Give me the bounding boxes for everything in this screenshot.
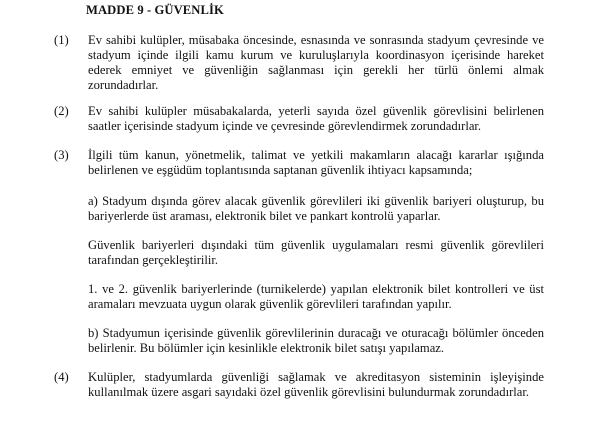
subparagraph-barriers xyxy=(88,238,544,268)
subparagraph-b xyxy=(88,326,544,356)
item-number: (3) xyxy=(54,148,69,162)
subparagraph-text: Güvenlik bariyerleri dışındaki tüm güvenlik uygulamaları resmi güvenlik görevlileri tarafından gerçekleştirilir. xyxy=(88,238,544,267)
item-number: (1) xyxy=(54,33,69,47)
item-number: (4) xyxy=(54,370,69,384)
subparagraph-a xyxy=(88,194,544,224)
item-text: Ev sahibi kulüpler müsabakalarda, yeterli sayıda özel güvenlik görevlisini belirlenen saatler içerisinde stadyum içinde ve çevresinde görevlendirmek zorundadırlar. xyxy=(88,104,544,133)
item-number: (2) xyxy=(54,104,69,118)
subparagraph-text: b) Stadyumun içerisinde güvenlik görevlilerinin duracağı ve oturacağı bölümler önceden belirlenir. Bu bölümler için kesinlikle elektronik bilet satışı yapılamaz. xyxy=(88,326,544,355)
item-text: Ev sahibi kulüpler, müsabaka öncesinde, esnasında ve sonrasında stadyum çevresinde ve stadyum içinde ilgili kamu kurum ve kuruluşlarıyla koordinasyon içerisinde hareket ederek emniyet ve güvenliğin sağlanması için gerekli her türlü önlemi almak zorundadırlar. xyxy=(88,33,544,92)
article-heading: MADDE 9 - GÜVENLİK xyxy=(86,3,224,17)
subparagraph-text: 1. ve 2. güvenlik bariyerlerinde (turnikelerde) yapılan elektronik bilet kontrolleri ve üst aramaları mevzuata uygun olarak güvenlik görevlileri tarafından yapılır. xyxy=(88,282,544,311)
subparagraph-turnstiles xyxy=(88,282,544,312)
subparagraph-text: a) Stadyum dışında görev alacak güvenlik görevlileri iki güvenlik bariyeri oluşturup, bu bariyerlerde üst araması, elektronik bilet ve pankart kontrolü yaparlar. xyxy=(88,194,544,223)
item-text: Kulüpler, stadyumlarda güvenliği sağlamak ve akreditasyon sisteminin işleyişinde kullanılmak üzere asgari sayıdaki özel güvenlik görevlisini bulundurmak zorundadırlar. xyxy=(88,370,544,399)
item-text: İlgili tüm kanun, yönetmelik, talimat ve yetkili makamların alacağı kararlar ışığında belirlenen ve eşgüdüm toplantısında saptanan güvenlik ihtiyacı kapsamında; xyxy=(88,148,544,177)
